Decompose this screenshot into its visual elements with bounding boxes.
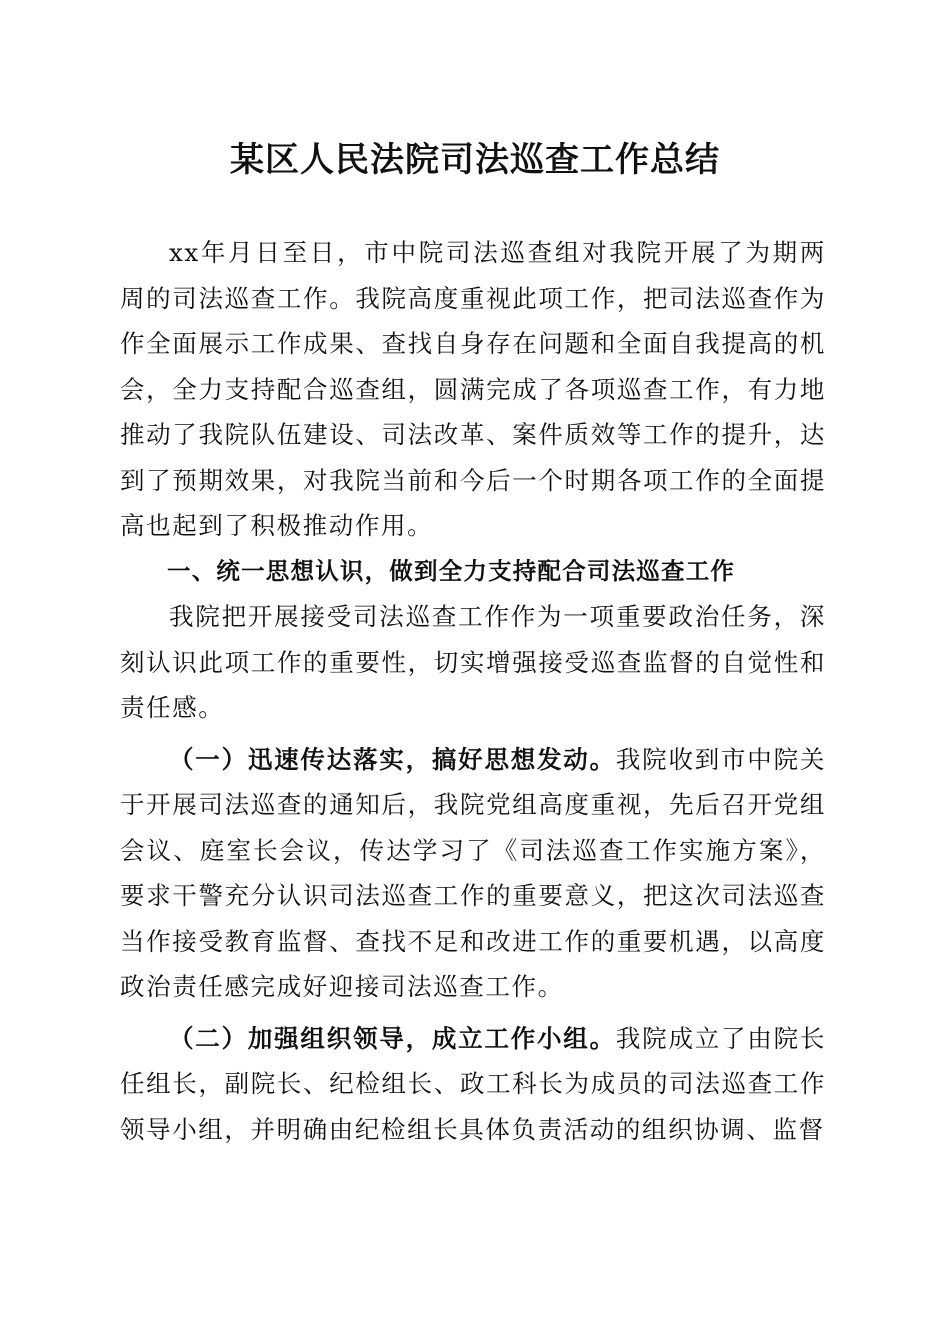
section-1-heading: 一、统一思想认识，做到全力支持配合司法巡查工作 <box>167 556 736 585</box>
item-1-text: 我院收到市中院关于开展司法巡查的通知后，我院党组高度重视，先后召开党组会议、庭室长会议，传达学习了《司法巡查工作实施方案》，要求干警充分认识司法巡查工作的重要意义，把这次司法巡查当作接受教育监督、查找不足和改进工作的重要机遇，以高度政治责任感完成好迎接司法巡查工作。 <box>120 744 826 1001</box>
item-2-lead: （二）加强组织领导，成立工作小组。 <box>169 1023 616 1053</box>
intro-paragraph: xx年月日至日，市中院司法巡查组对我院开展了为期两周的司法巡查工作。我院高度重视此项工作，把司法巡查作为作全面展示工作成果、查找自身存在问题和全面自我提高的机会，全力支持配合巡查组，圆满完成了各项巡查工作，有力地推动了我院队伍建设、司法改革、案件质效等工作的提升，达到了预期效果，对我院当前和今后一个时期各项工作的全面提高也起到了积极推动作用。 <box>120 238 826 540</box>
item-2-text: 我院成立了由院长任组长，副院长、纪检组长、政工科长为成员的司法巡查工作领导小组，并明确由纪检组长具体负责活动的组织协调、监督 <box>120 1023 826 1144</box>
document-title: 某区人民法院司法巡查工作总结 <box>230 140 720 180</box>
item-1-lead: （一）迅速传达落实，搞好思想发动。 <box>169 744 616 774</box>
section-1-paragraph: 我院把开展接受司法巡查工作作为一项重要政治任务，深刻认识此项工作的重要性，切实增强接受巡查监督的自觉性和责任感。 <box>120 602 826 722</box>
item-2-paragraph <box>120 1016 826 1153</box>
item-1-paragraph <box>120 737 826 1010</box>
document-body <box>120 230 826 1152</box>
